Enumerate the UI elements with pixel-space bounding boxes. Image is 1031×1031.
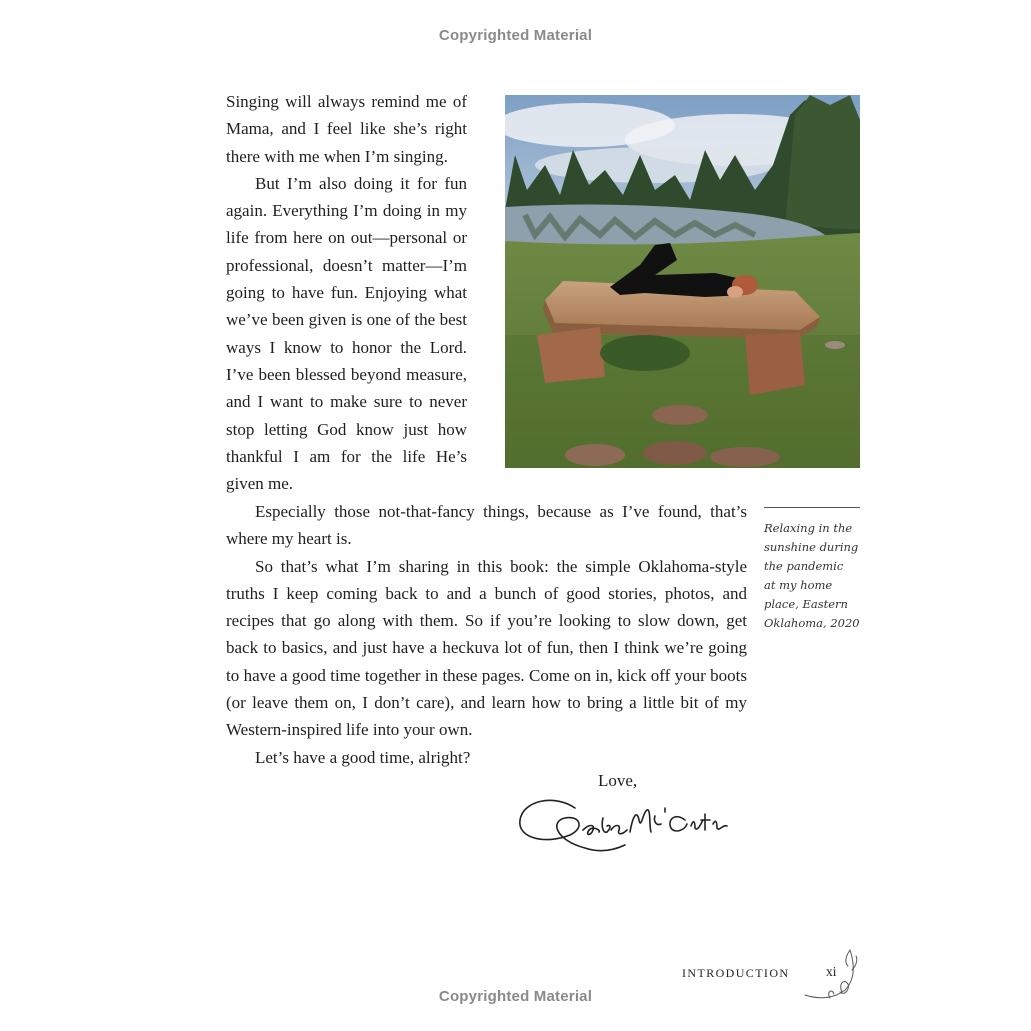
signature-drawing: [515, 790, 730, 860]
photo-illustration: [505, 95, 860, 468]
caption-line: Oklahoma, 2020: [764, 616, 860, 630]
caption-line: place, Eastern: [764, 597, 848, 611]
copyright-watermark-top: Copyrighted Material: [438, 27, 593, 44]
body-paragraph: Let’s have a good time, alright?: [255, 747, 471, 767]
body-paragraph: Singing will always remind me of Mama, and I feel like she’s right there with me when I’m singing.: [226, 92, 467, 166]
caption-line: at my home: [764, 578, 833, 592]
closing-salutation: Love,: [598, 771, 638, 790]
copyright-watermark-bottom: Copyrighted Material: [438, 988, 593, 1005]
photo-woman-lying-on-stone-bench: [505, 95, 860, 468]
caption-line: Relaxing in the: [764, 521, 853, 535]
caption-line: sunshine during: [764, 540, 859, 554]
page-number: xi: [826, 964, 837, 979]
caption-divider: [764, 507, 860, 508]
wide-text-column: [226, 498, 747, 771]
narrow-text-column: [226, 88, 467, 497]
handwritten-signature: [515, 790, 730, 865]
running-head: INTRODUCTION: [682, 966, 790, 980]
body-paragraph: Especially those not-that-fancy things, because as I’ve found, that’s where my heart is.: [226, 502, 747, 549]
photo-caption: [764, 519, 864, 633]
body-paragraph: But I’m also doing it for fun again. Everything I’m doing in my life from here on out—personal or professional, doesn’t matter—I’m going to have fun. Enjoying what we’ve been given is one of the best ways I know to honor the Lord. I’ve been blessed beyond measure, and I want to make sure to never stop letting God know just how thankful I am for the life He’s given me.: [226, 173, 467, 494]
body-paragraph: So that’s what I’m sharing in this book: the simple Oklahoma-style truths I keep coming back to and a bunch of good stories, photos, and recipes that go along with them. So if you’re looking to slow down, get back to basics, and just have a heckuva lot of fun, then I think we’re going to have a good time together in these pages. Come on in, kick off your boots (or leave them on, I don’t care), and learn how to bring a little bit of my Western-inspired life into your own.: [226, 556, 747, 740]
caption-line: the pandemic: [764, 559, 844, 573]
